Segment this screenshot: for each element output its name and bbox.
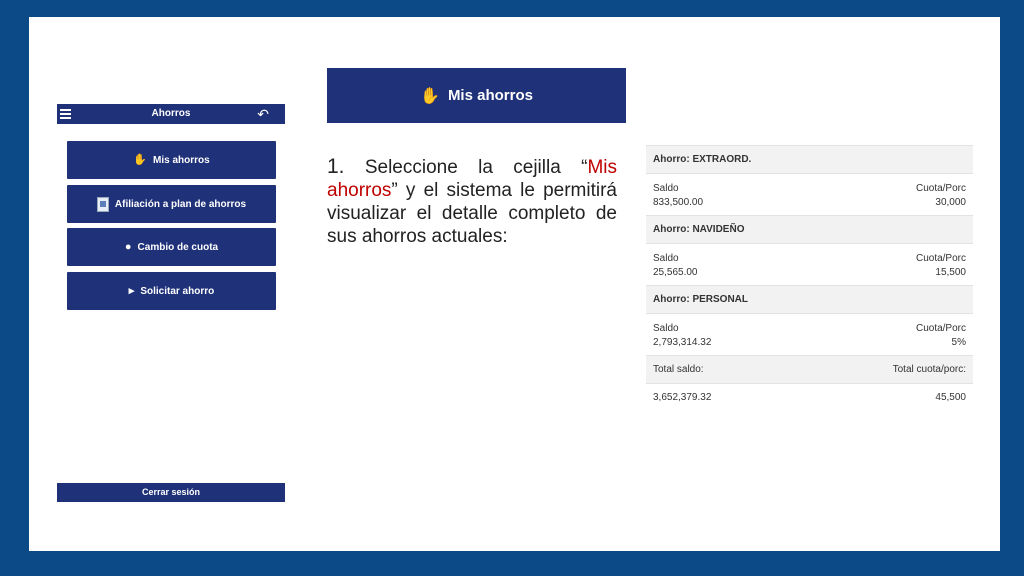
- totals-row: [646, 384, 973, 412]
- saldo-value: 2,793,314.32: [653, 337, 712, 348]
- mis-ahorros-tab-button[interactable]: [327, 68, 626, 123]
- total-cuota-value: 45,500: [935, 392, 966, 403]
- app-title: Ahorros: [151, 108, 191, 119]
- savings-hand-icon: ✋: [420, 87, 440, 105]
- saldo-label: Saldo: [653, 323, 679, 334]
- piggy-bank-icon: ●: [124, 241, 132, 253]
- total-cuota-label: Total cuota/porc:: [892, 364, 966, 375]
- totals-header: [646, 355, 973, 384]
- savings-section-header: Ahorro: EXTRAORD.: [646, 145, 973, 174]
- instruction-part2: ” y el sistema le permitirá visualizar el detalle completo de sus ahorros actuales:: [327, 180, 617, 247]
- instruction-part1: Seleccione la cejilla “: [344, 157, 588, 178]
- cuota-value: 30,000: [935, 197, 966, 208]
- document-icon: [97, 197, 109, 212]
- cambio-cuota-button[interactable]: [67, 228, 276, 266]
- afiliacion-plan-label: Afiliación a plan de ahorros: [114, 198, 247, 210]
- back-arrow-icon[interactable]: ↶: [257, 106, 269, 122]
- mis-ahorros-button[interactable]: [67, 141, 276, 179]
- request-savings-icon: ▸: [128, 285, 135, 297]
- savings-section-row: [646, 244, 973, 285]
- total-saldo-label: Total saldo:: [653, 364, 704, 375]
- solicitar-ahorro-button[interactable]: [67, 272, 276, 310]
- cuota-label: Cuota/Porc: [915, 183, 966, 194]
- solicitar-ahorro-label: Solicitar ahorro: [140, 285, 215, 297]
- savings-detail-table: [646, 145, 973, 412]
- afiliacion-plan-button[interactable]: [67, 185, 276, 223]
- instruction-highlight: Mis ahorros: [327, 157, 617, 201]
- cuota-label: Cuota/Porc: [915, 253, 966, 264]
- instruction-number: 1.: [327, 155, 345, 178]
- saldo-label: Saldo: [653, 183, 679, 194]
- cambio-cuota-label: Cambio de cuota: [137, 241, 219, 253]
- mis-ahorros-tab-label: Mis ahorros: [447, 87, 533, 104]
- cuota-label: Cuota/Porc: [915, 323, 966, 334]
- saldo-value: 25,565.00: [653, 267, 698, 278]
- saldo-value: 833,500.00: [653, 197, 704, 208]
- instruction-text: [327, 155, 617, 248]
- savings-hand-icon: ✋: [133, 154, 147, 166]
- cuota-value: 5%: [951, 337, 966, 348]
- logout-button[interactable]: Cerrar sesión: [57, 483, 285, 502]
- savings-section-header: Ahorro: PERSONAL: [646, 285, 973, 314]
- app-header-bar: [57, 104, 285, 124]
- cuota-value: 15,500: [935, 267, 966, 278]
- savings-section-header: Ahorro: NAVIDEÑO: [646, 215, 973, 244]
- total-saldo-value: 3,652,379.32: [653, 392, 712, 403]
- mis-ahorros-label: Mis ahorros: [153, 154, 210, 166]
- savings-section-row: [646, 174, 973, 215]
- saldo-label: Saldo: [653, 253, 679, 264]
- savings-section-row: [646, 314, 973, 355]
